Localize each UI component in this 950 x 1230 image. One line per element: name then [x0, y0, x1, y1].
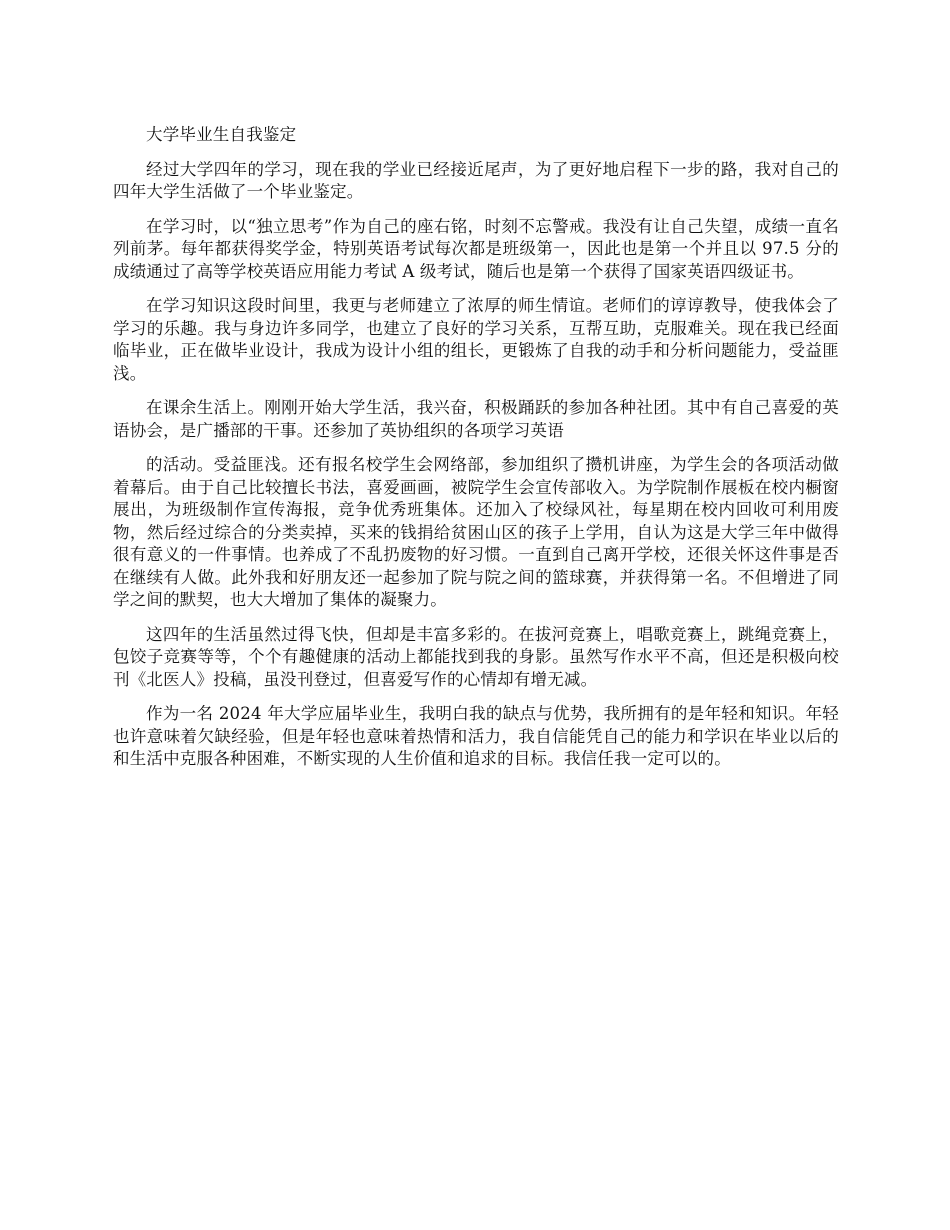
paragraph-life: 这四年的生活虽然过得飞快，但却是丰富多彩的。在拔河竞赛上，唱歌竞赛上，跳绳竞赛上，包饺子竞赛等等，个个有趣健康的活动上都能找到我的身影。虽然写作水平不高，但还是积极向校刊《北医人》投稿，虽没刊登过，但喜爱写作的心情却有增无减。: [113, 624, 839, 689]
document-title: 大学毕业生自我鉴定: [146, 125, 297, 144]
paragraph-activities: 的活动。受益匪浅。还有报名校学生会网络部，参加组织了攒机讲座，为学生会的各项活动做着幕后。由于自己比较擅长书法，喜爱画画，被院学生会宣传部收入。为学院制作展板在校内橱窗展出，为班级制作宣传海报，竞争优秀班集体。还加入了校绿风社，每星期在校内回收可利用废物，然后经过综合的分类卖掉，买来的钱捐给贫困山区的孩子上学用，自认为这是大学三年中做得很有意义的一件事情。也养成了不乱扔废物的好习惯。一直到自己离开学校，还很关怀这件事是否在继续有人做。此外我和好朋友还一起参加了院与院之间的篮球赛，并获得第一名。不但增进了同学之间的默契，也大大增加了集体的凝聚力。: [113, 455, 839, 609]
paragraph-extracurricular: 在课余生活上。刚刚开始大学生活，我兴奋，积极踊跃的参加各种社团。其中有自己喜爱的英语协会，是广播部的干事。还参加了英协组织的各项学习英语: [113, 398, 839, 440]
paragraph-conclusion: 作为一名 2024 年大学应届毕业生，我明白我的缺点与优势，我所拥有的是年轻和知识。年轻也许意味着欠缺经验，但是年轻也意味着热情和活力，我自信能凭自己的能力和学识在毕业以后的和生活中克服各种困难，不断实现的人生价值和追求的目标。我信任我一定可以的。: [113, 704, 839, 768]
document-body: [113, 124, 839, 783]
paragraph-study: 在学习时，以“独立思考”作为自己的座右铭，时刻不忘警戒。我没有让自己失望，成绩一直名列前茅。每年都获得奖学金，特别英语考试每次都是班级第一，因此也是第一个并且以 97.5 分的成绩通过了高等学校英语应用能力考试 A 级考试，随后也是第一个获得了国家英语四级证书。: [113, 216, 839, 281]
paragraph-intro: 经过大学四年的学习，现在我的学业已经接近尾声，为了更好地启程下一步的路，我对自己的四年大学生活做了一个毕业鉴定。: [113, 159, 839, 201]
paragraph-teachers: 在学习知识这段时间里，我更与老师建立了浓厚的师生情谊。老师们的谆谆教导，使我体会了学习的乐趣。我与身边许多同学，也建立了良好的学习关系，互帮互助，克服难关。现在我已经面临毕业，正在做毕业设计，我成为设计小组的组长，更锻炼了自我的动手和分析问题能力，受益匪浅。: [113, 296, 839, 383]
